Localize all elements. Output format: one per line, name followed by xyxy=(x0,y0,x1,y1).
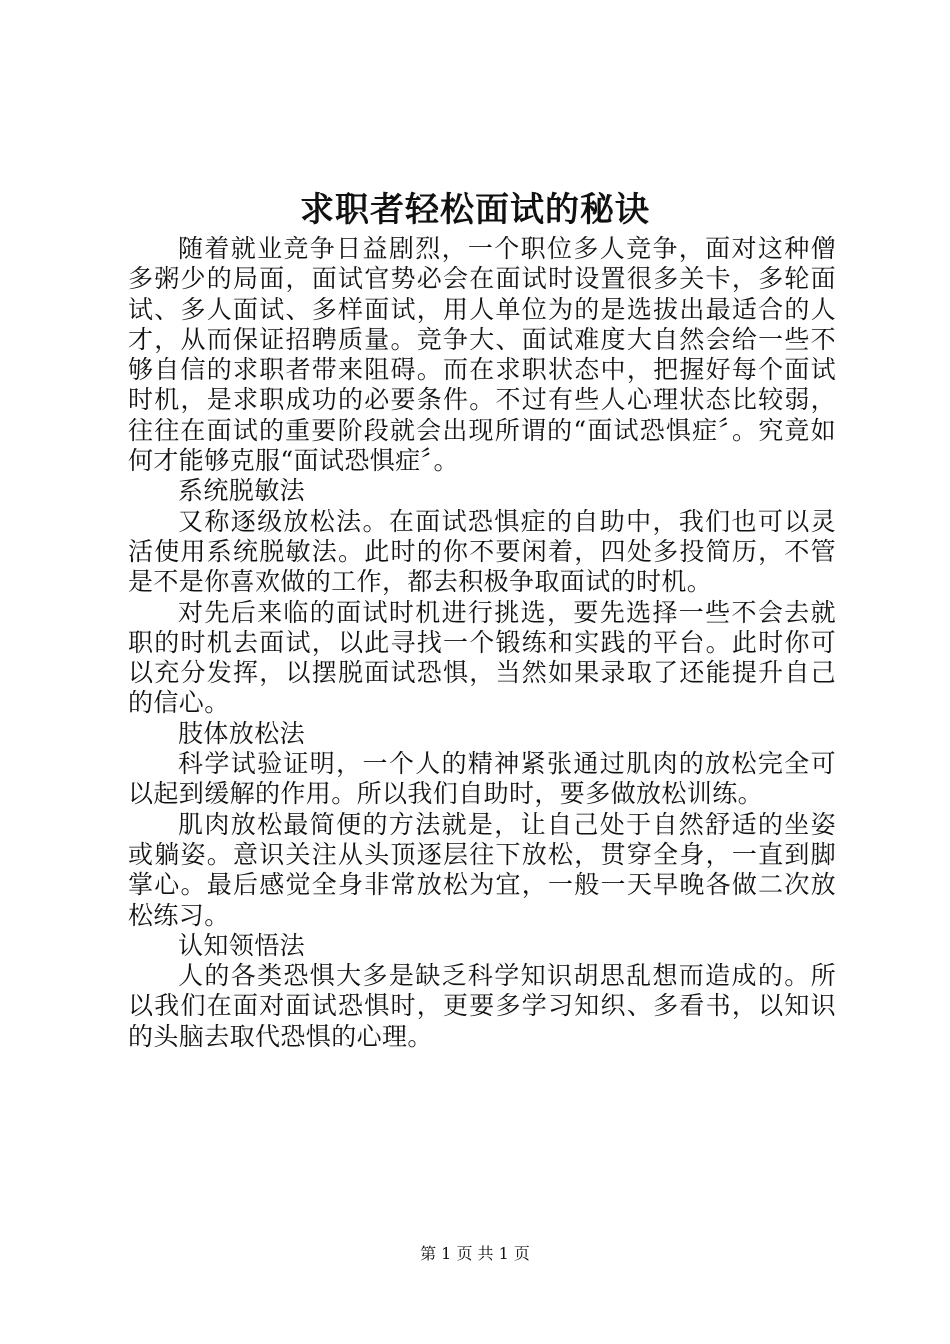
paragraph: 又称逐级放松法。在面试恐惧症的自助中，我们也可以灵活使用系统脱敏法。此时的你不要闲着，四处多投简历，不管是不是你喜欢做的工作，都去积极争取面试的时机。 xyxy=(128,506,836,597)
section-heading: 认知领悟法 xyxy=(178,930,306,960)
page-footer: 第 1 页 共 1 页 xyxy=(420,1244,530,1263)
paragraph: 随着就业竞争日益剧烈，一个职位多人竞争，面对这种僧多粥少的局面，面试官势必会在面试时设置很多关卡，多轮面试、多人面试、多样面试，用人单位为的是选拔出最适合的人才，从而保证招聘质量。竞争大、面试难度大自然会给一些不够自信的求职者带来阻碍。而在求职状态中，把握好每个面试时机，是求职成功的必要条件。不过有些人心理状态比较弱，往往在面试的重要阶段就会出现所谓的“面试恐惧症〞。究竟如何才能够克服“面试恐惧症〞。 xyxy=(128,234,836,476)
paragraph: 科学试验证明，一个人的精神紧张通过肌肉的放松完全可以起到缓解的作用。所以我们自助时，要多做放松训练。 xyxy=(128,749,836,809)
document-title: 求职者轻松面试的秘诀 xyxy=(300,190,650,230)
paragraph: 对先后来临的面试时机进行挑选，要先选择一些不会去就职的时机去面试，以此寻找一个锻练和实践的平台。此时你可以充分发挥，以摆脱面试恐惧，当然如果录取了还能提升自己的信心。 xyxy=(128,597,836,718)
paragraph: 人的各类恐惧大多是缺乏科学知识胡思乱想而造成的。所以我们在面对面试恐惧时，更要多学习知织、多看书，以知识的头脑去取代恐惧的心理。 xyxy=(128,961,836,1051)
section-heading: 肢体放松法 xyxy=(178,718,306,748)
section-heading: 系统脱敏法 xyxy=(178,476,306,506)
document-body xyxy=(128,234,836,1052)
paragraph: 肌肉放松最简便的方法就是，让自己处于自然舒适的坐姿或躺姿。意识关注从头顶逐层往下放松，贯穿全身，一直到脚掌心。最后感觉全身非常放松为宜，一般一天早晚各做二次放松练习。 xyxy=(128,809,836,930)
